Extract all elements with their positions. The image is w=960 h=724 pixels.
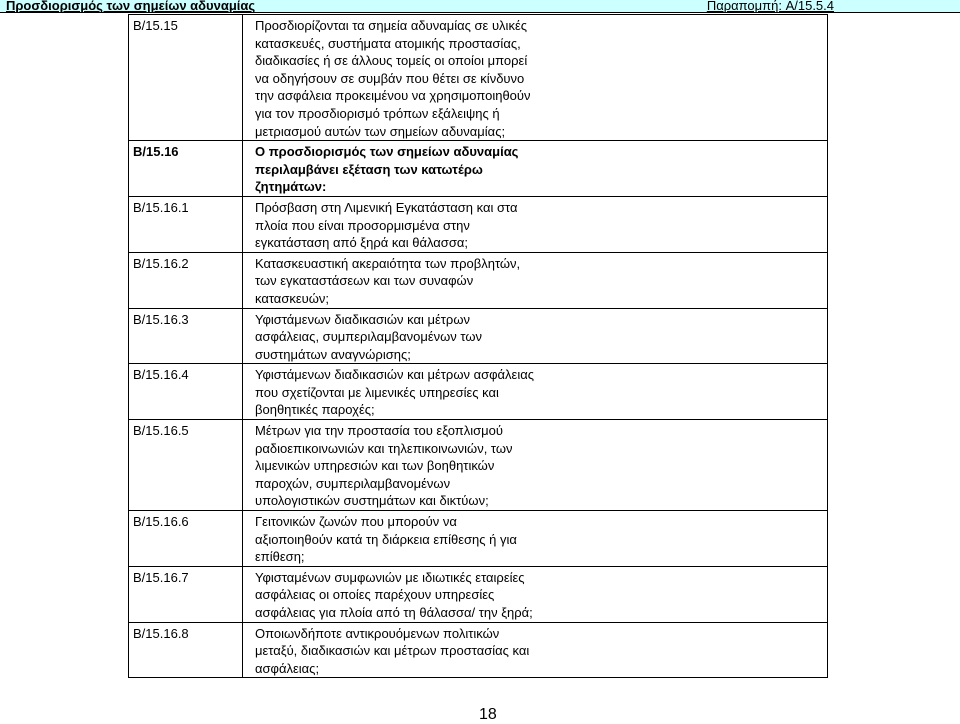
row-code: B/15.16.7: [129, 566, 243, 622]
row-text: Υφιστάμενων διαδικασιών και μέτρων ασφάλειας, συμπεριλαμβανομένων των συστημάτων αναγνώρισης;: [255, 311, 483, 362]
header-title: Προσδιορισμός των σημείων αδυναμίας: [6, 0, 256, 13]
row-code: B/15.16.8: [129, 622, 243, 678]
row-text: Υφισταμένων συμφωνιών με ιδιωτικές εταιρείες ασφάλειας οι οποίες παρέχουν υπηρεσίες ασφάλειας για πλοία από τη θάλασσα/ την ξηρά;: [255, 569, 533, 620]
table-row: [129, 308, 828, 364]
row-text: Προσδιορίζονται τα σημεία αδυναμίας σε υλικές κατασκευές, συστήματα ατομικής προστασίας, διαδικασίες ή σε άλλους τομείς οι οποίοι μπορεί να οδηγήσουν σε συμβάν που θέτει σε κίνδυνο την ασφάλεια προκειμένου να χρησιμοποιηθούν για τον προσδιορισμό τρόπων εξάλειψης ή μετριασμού αυτών των σημείων αδυναμίας;: [255, 18, 531, 139]
table-row: [129, 141, 828, 197]
requirements-table: [128, 14, 828, 678]
row-text: Κατασκευαστική ακεραιότητα των προβλητών, των εγκαταστάσεων και των συναφών κατασκευών;: [255, 255, 521, 306]
row-code: B/15.16.2: [129, 252, 243, 308]
header-reference: Παραπομπή: A/15.5.4: [706, 0, 834, 13]
row-code: B/15.15: [129, 15, 243, 141]
row-text: Γειτονικών ζωνών που μπορούν να αξιοποιηθούν κατά τη διάρκεια επίθεσης ή για επίθεση;: [255, 514, 517, 565]
table-row: [129, 566, 828, 622]
row-text: Ο προσδιορισμός των σημείων αδυναμίας περιλαμβάνει εξέταση των κατωτέρω ζητημάτων:: [255, 144, 519, 195]
row-code: B/15.16.6: [129, 511, 243, 567]
table-row: [129, 364, 828, 420]
row-code: B/15.16.3: [129, 308, 243, 364]
table-row: [129, 420, 828, 511]
row-text: Μέτρων για την προστασία του εξοπλισμού ραδιοεπικοινωνιών και τηλεπικοινωνιών, των λιμενικών υπηρεσιών και των βοηθητικών παροχών, συμπεριλαμβανομένων υπολογιστικών συστημάτων και δικτύων;: [255, 423, 513, 509]
row-text: Πρόσβαση στη Λιμενική Εγκατάσταση και στα πλοία που είναι προσορμισμένα στην εγκατάσταση από ξηρά και θάλασσα;: [255, 199, 518, 251]
row-code: B/15.16: [129, 141, 243, 197]
table-row: [129, 622, 828, 678]
row-code: B/15.16.5: [129, 420, 243, 511]
page-number: 18: [479, 706, 497, 723]
table-row: [129, 15, 828, 141]
row-code: B/15.16.1: [129, 196, 243, 252]
table-row: [129, 511, 828, 567]
row-text: Οποιωνδήποτε αντικρουόμενων πολιτικών μεταξύ, διαδικασιών και μέτρων προστασίας και ασφάλειας;: [255, 625, 530, 676]
table-row: [129, 196, 828, 252]
page-header: [0, 0, 960, 13]
row-text: Υφιστάμενων διαδικασιών και μέτρων ασφάλειας που σχετίζονται με λιμενικές υπηρεσίες και βοηθητικές παροχές;: [255, 367, 535, 418]
table-row: [129, 252, 828, 308]
row-code: B/15.16.4: [129, 364, 243, 420]
